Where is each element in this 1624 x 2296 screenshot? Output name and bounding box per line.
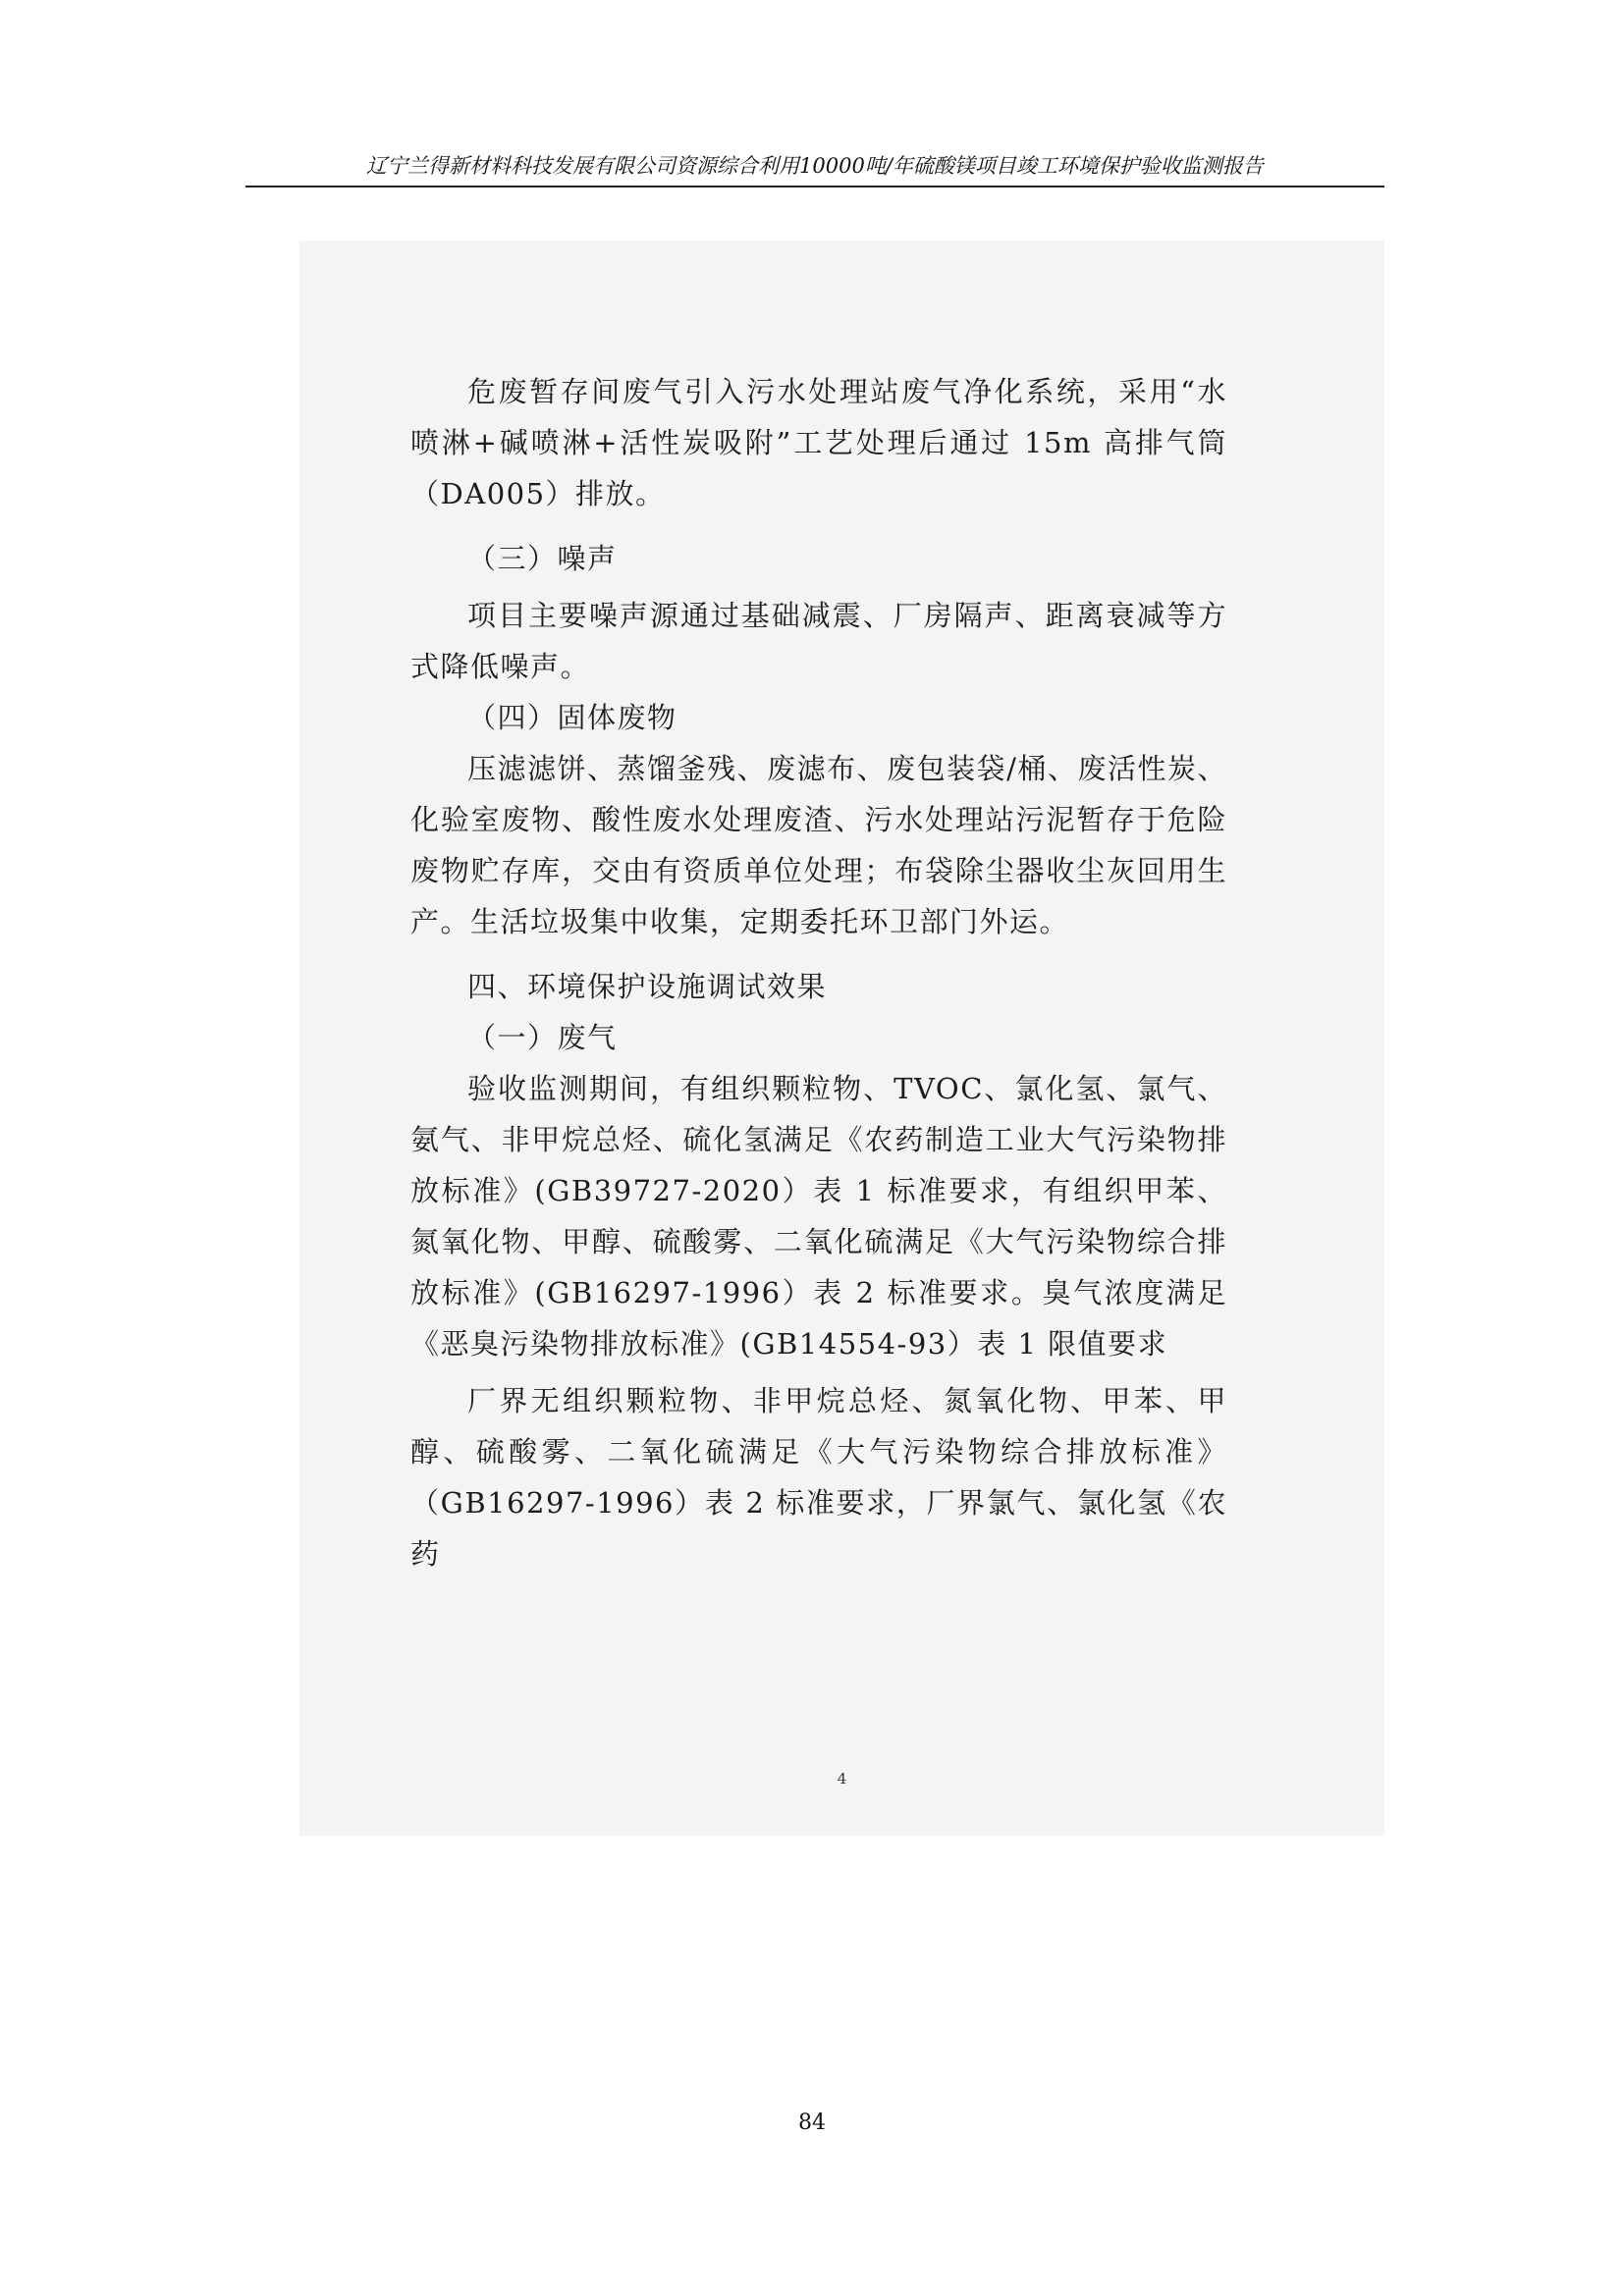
paragraph-organized-emissions: 验收监测期间，有组织颗粒物、TVOC、氯化氢、氯气、氨气、非甲烷总烃、硫化氢满足《农药制造工业大气污染物排放标准》(GB39727-2020）表 1 标准要求，有组织甲苯、氮氧化物、甲醇、硫酸雾、二氧化硫满足《大气污染物综合排放标准》(GB16297-1996）表 2 标准要求。臭气浓度满足《恶臭污染物排放标准》(GB14554-93）表 1 限值要求 <box>410 1072 1227 1361</box>
scanned-text-block <box>410 366 1227 1579</box>
scanned-page <box>299 240 1384 1836</box>
heading-noise: （三）噪声 <box>467 542 618 575</box>
paragraph-boundary-emissions: 厂界无组织颗粒物、非甲烷总烃、氮氧化物、甲苯、甲醇、硫酸雾、二氧化硫满足《大气污染物综合排放标准》（GB16297-1996）表 2 标准要求，厂界氯气、氯化氢《农药 <box>410 1384 1227 1571</box>
scanned-page-number: 4 <box>837 1770 847 1788</box>
heading-exhaust-gas: （一）废气 <box>467 1021 618 1054</box>
paragraph-solid-waste: 压滤滤饼、蒸馏釜残、废滤布、废包装袋/桶、废活性炭、化验室废物、酸性废水处理废渣、污水处理站污泥暂存于危险废物贮存库，交由有资质单位处理；布袋除尘器收尘灰回用生产。生活垃圾集中收集，定期委托环卫部门外运。 <box>410 752 1227 938</box>
paragraph-hazardous-waste-gas: 危废暂存间废气引入污水处理站废气净化系统，采用“水喷淋+碱喷淋+活性炭吸附”工艺处理后通过 15m 高排气筒（DA005）排放。 <box>410 375 1227 510</box>
page-number: 84 <box>798 2110 826 2135</box>
heading-solid-waste: （四）固体废物 <box>467 701 677 734</box>
running-header <box>245 152 1384 187</box>
paragraph-noise: 项目主要噪声源通过基础减震、厂房隔声、距离衰减等方式降低噪声。 <box>410 599 1227 683</box>
report-title: 辽宁兰得新材料科技发展有限公司资源综合利用10000吨/年硫酸镁项目竣工环境保护验收监测报告 <box>366 154 1264 178</box>
heading-section-4: 四、环境保护设施调试效果 <box>467 970 828 1003</box>
